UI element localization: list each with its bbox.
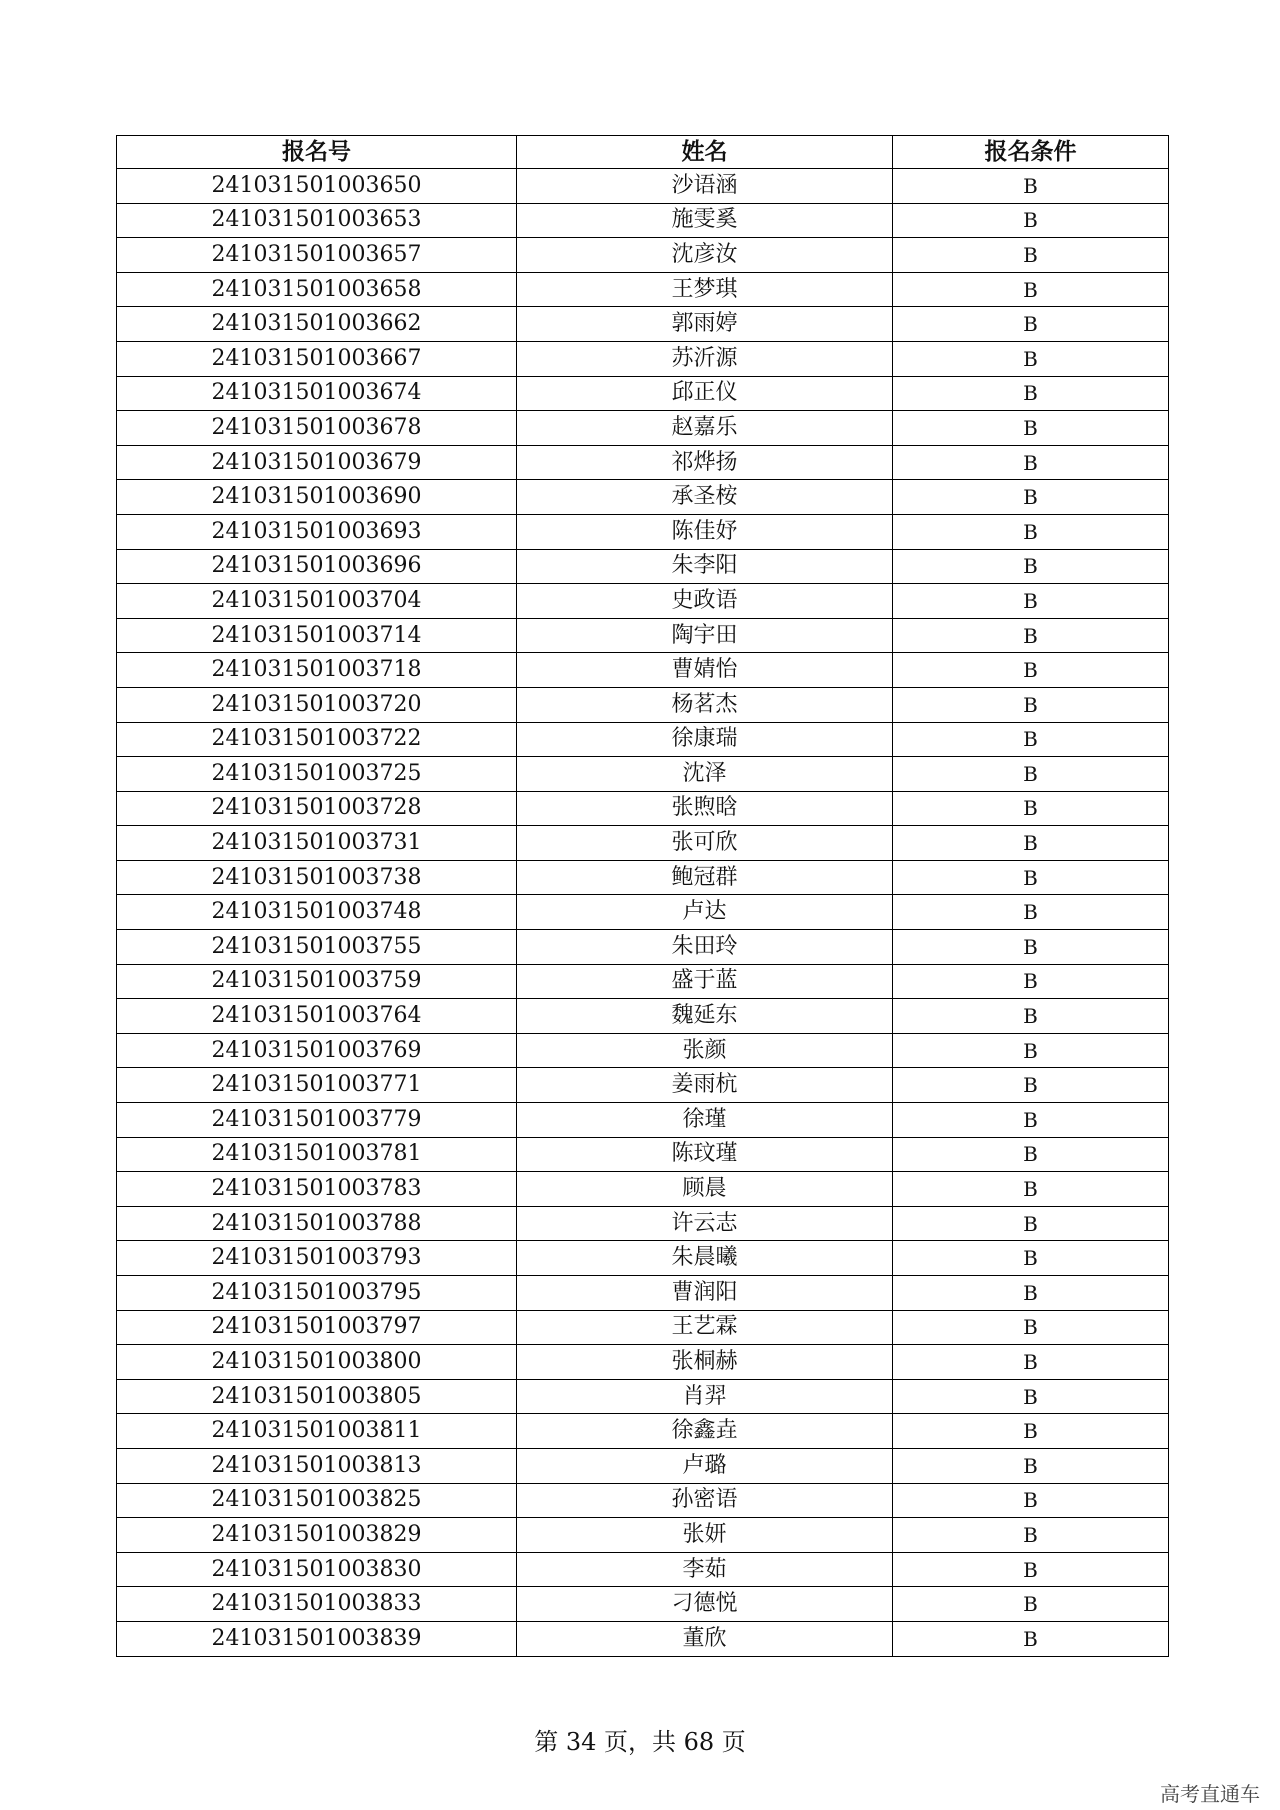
table-row <box>117 860 1169 895</box>
table-row <box>117 549 1169 584</box>
table-row <box>117 1241 1169 1276</box>
table-row <box>117 618 1169 653</box>
cell-registration-number: 241031501003679 <box>117 445 517 480</box>
cell-name: 刁德悦 <box>517 1587 893 1622</box>
table-row <box>117 687 1169 722</box>
cell-name: 张颜 <box>517 1033 893 1068</box>
cell-registration-number: 241031501003714 <box>117 618 517 653</box>
table-row <box>117 757 1169 792</box>
cell-condition: B <box>893 307 1169 342</box>
cell-condition: B <box>893 584 1169 619</box>
cell-name: 王艺霖 <box>517 1310 893 1345</box>
table-row <box>117 238 1169 273</box>
table-row <box>117 1587 1169 1622</box>
table-row <box>117 1068 1169 1103</box>
cell-condition: B <box>893 1241 1169 1276</box>
cell-condition: B <box>893 653 1169 688</box>
table-row <box>117 1345 1169 1380</box>
cell-registration-number: 241031501003811 <box>117 1414 517 1449</box>
cell-condition: B <box>893 1033 1169 1068</box>
cell-registration-number: 241031501003690 <box>117 480 517 515</box>
cell-registration-number: 241031501003731 <box>117 826 517 861</box>
table-row <box>117 1483 1169 1518</box>
cell-condition: B <box>893 722 1169 757</box>
cell-name: 朱晨曦 <box>517 1241 893 1276</box>
table-row <box>117 1206 1169 1241</box>
cell-name: 张妍 <box>517 1518 893 1553</box>
table-header <box>117 136 1169 169</box>
cell-name: 李茹 <box>517 1552 893 1587</box>
cell-name: 姜雨杭 <box>517 1068 893 1103</box>
cell-registration-number: 241031501003728 <box>117 791 517 826</box>
cell-name: 杨茗杰 <box>517 687 893 722</box>
cell-registration-number: 241031501003759 <box>117 964 517 999</box>
cell-condition: B <box>893 618 1169 653</box>
cell-registration-number: 241031501003696 <box>117 549 517 584</box>
cell-condition: B <box>893 1068 1169 1103</box>
cell-name: 徐康瑞 <box>517 722 893 757</box>
cell-condition: B <box>893 1587 1169 1622</box>
table-body <box>117 169 1169 1657</box>
cell-name: 孙密语 <box>517 1483 893 1518</box>
cell-condition: B <box>893 272 1169 307</box>
cell-name: 曹婧怡 <box>517 653 893 688</box>
cell-registration-number: 241031501003769 <box>117 1033 517 1068</box>
cell-condition: B <box>893 376 1169 411</box>
cell-registration-number: 241031501003764 <box>117 999 517 1034</box>
cell-condition: B <box>893 826 1169 861</box>
cell-name: 鲍冠群 <box>517 860 893 895</box>
cell-registration-number: 241031501003829 <box>117 1518 517 1553</box>
cell-name: 徐瑾 <box>517 1103 893 1138</box>
cell-name: 许云志 <box>517 1206 893 1241</box>
cell-registration-number: 241031501003704 <box>117 584 517 619</box>
cell-condition: B <box>893 1379 1169 1414</box>
cell-condition: B <box>893 1310 1169 1345</box>
cell-condition: B <box>893 341 1169 376</box>
cell-registration-number: 241031501003674 <box>117 376 517 411</box>
table-row <box>117 1276 1169 1311</box>
cell-condition: B <box>893 238 1169 273</box>
cell-name: 沈彦汝 <box>517 238 893 273</box>
cell-registration-number: 241031501003720 <box>117 687 517 722</box>
cell-condition: B <box>893 930 1169 965</box>
cell-condition: B <box>893 203 1169 238</box>
cell-registration-number: 241031501003678 <box>117 411 517 446</box>
cell-condition: B <box>893 1103 1169 1138</box>
page-number: 第 34 页，共 68 页 <box>534 1728 746 1756</box>
table-row <box>117 964 1169 999</box>
cell-condition: B <box>893 1414 1169 1449</box>
table-row <box>117 584 1169 619</box>
table-row <box>117 1552 1169 1587</box>
cell-condition: B <box>893 411 1169 446</box>
cell-name: 陶宇田 <box>517 618 893 653</box>
cell-name: 顾晨 <box>517 1172 893 1207</box>
cell-condition: B <box>893 445 1169 480</box>
cell-registration-number: 241031501003797 <box>117 1310 517 1345</box>
cell-condition: B <box>893 514 1169 549</box>
cell-name: 盛于蓝 <box>517 964 893 999</box>
cell-registration-number: 241031501003755 <box>117 930 517 965</box>
header-registration-number: 报名号 <box>117 136 517 169</box>
cell-name: 董欣 <box>517 1621 893 1656</box>
header-name: 姓名 <box>517 136 893 169</box>
cell-registration-number: 241031501003779 <box>117 1103 517 1138</box>
header-row <box>117 136 1169 169</box>
table-row <box>117 445 1169 480</box>
table-row <box>117 480 1169 515</box>
table-row <box>117 1518 1169 1553</box>
table-row <box>117 1103 1169 1138</box>
cell-condition: B <box>893 1206 1169 1241</box>
cell-registration-number: 241031501003793 <box>117 1241 517 1276</box>
cell-registration-number: 241031501003805 <box>117 1379 517 1414</box>
cell-condition: B <box>893 791 1169 826</box>
cell-name: 史政语 <box>517 584 893 619</box>
cell-name: 朱田玲 <box>517 930 893 965</box>
cell-name: 曹润阳 <box>517 1276 893 1311</box>
cell-registration-number: 241031501003781 <box>117 1137 517 1172</box>
cell-condition: B <box>893 1518 1169 1553</box>
cell-registration-number: 241031501003657 <box>117 238 517 273</box>
cell-name: 卢达 <box>517 895 893 930</box>
cell-condition: B <box>893 1137 1169 1172</box>
table-row <box>117 307 1169 342</box>
cell-condition: B <box>893 1172 1169 1207</box>
cell-name: 祁烨扬 <box>517 445 893 480</box>
cell-registration-number: 241031501003813 <box>117 1448 517 1483</box>
table-row <box>117 895 1169 930</box>
cell-name: 苏沂源 <box>517 341 893 376</box>
cell-condition: B <box>893 1483 1169 1518</box>
cell-name: 张桐赫 <box>517 1345 893 1380</box>
cell-name: 魏延东 <box>517 999 893 1034</box>
table-row <box>117 791 1169 826</box>
cell-registration-number: 241031501003725 <box>117 757 517 792</box>
cell-registration-number: 241031501003718 <box>117 653 517 688</box>
cell-registration-number: 241031501003795 <box>117 1276 517 1311</box>
cell-condition: B <box>893 999 1169 1034</box>
cell-condition: B <box>893 1552 1169 1587</box>
table-row <box>117 272 1169 307</box>
cell-registration-number: 241031501003662 <box>117 307 517 342</box>
cell-condition: B <box>893 549 1169 584</box>
cell-registration-number: 241031501003825 <box>117 1483 517 1518</box>
table-row <box>117 653 1169 688</box>
cell-name: 王梦琪 <box>517 272 893 307</box>
table-row <box>117 376 1169 411</box>
table-row <box>117 930 1169 965</box>
table-row <box>117 1379 1169 1414</box>
cell-condition: B <box>893 895 1169 930</box>
cell-name: 朱李阳 <box>517 549 893 584</box>
cell-condition: B <box>893 757 1169 792</box>
table-row <box>117 1448 1169 1483</box>
cell-name: 赵嘉乐 <box>517 411 893 446</box>
table-row <box>117 1621 1169 1656</box>
cell-name: 徐鑫垚 <box>517 1414 893 1449</box>
cell-registration-number: 241031501003653 <box>117 203 517 238</box>
table-row <box>117 999 1169 1034</box>
table-row <box>117 1137 1169 1172</box>
cell-registration-number: 241031501003738 <box>117 860 517 895</box>
cell-condition: B <box>893 1345 1169 1380</box>
cell-registration-number: 241031501003722 <box>117 722 517 757</box>
cell-name: 沙语涵 <box>517 169 893 204</box>
cell-registration-number: 241031501003833 <box>117 1587 517 1622</box>
header-condition: 报名条件 <box>893 136 1169 169</box>
table-row <box>117 203 1169 238</box>
cell-condition: B <box>893 687 1169 722</box>
cell-registration-number: 241031501003693 <box>117 514 517 549</box>
cell-registration-number: 241031501003800 <box>117 1345 517 1380</box>
cell-name: 承圣桉 <box>517 480 893 515</box>
cell-name: 卢璐 <box>517 1448 893 1483</box>
cell-condition: B <box>893 1448 1169 1483</box>
cell-registration-number: 241031501003667 <box>117 341 517 376</box>
table-row <box>117 1033 1169 1068</box>
cell-name: 沈泽 <box>517 757 893 792</box>
cell-condition: B <box>893 1621 1169 1656</box>
cell-condition: B <box>893 1276 1169 1311</box>
cell-name: 张可欣 <box>517 826 893 861</box>
cell-name: 邱正仪 <box>517 376 893 411</box>
table-row <box>117 826 1169 861</box>
table-row <box>117 722 1169 757</box>
registration-table <box>116 135 1169 1657</box>
table-row <box>117 411 1169 446</box>
cell-name: 陈玟瑾 <box>517 1137 893 1172</box>
cell-condition: B <box>893 480 1169 515</box>
table-row <box>117 1310 1169 1345</box>
cell-name: 施雯奚 <box>517 203 893 238</box>
cell-registration-number: 241031501003839 <box>117 1621 517 1656</box>
cell-name: 陈佳妤 <box>517 514 893 549</box>
cell-registration-number: 241031501003788 <box>117 1206 517 1241</box>
cell-registration-number: 241031501003658 <box>117 272 517 307</box>
watermark-text: 高考直通车 <box>1160 1782 1260 1806</box>
cell-condition: B <box>893 169 1169 204</box>
cell-condition: B <box>893 860 1169 895</box>
cell-registration-number: 241031501003748 <box>117 895 517 930</box>
cell-name: 郭雨婷 <box>517 307 893 342</box>
cell-name: 张煦晗 <box>517 791 893 826</box>
cell-registration-number: 241031501003650 <box>117 169 517 204</box>
table-row <box>117 1172 1169 1207</box>
table-row <box>117 1414 1169 1449</box>
cell-name: 肖羿 <box>517 1379 893 1414</box>
table-row <box>117 514 1169 549</box>
cell-registration-number: 241031501003771 <box>117 1068 517 1103</box>
table-row <box>117 169 1169 204</box>
table-row <box>117 341 1169 376</box>
cell-condition: B <box>893 964 1169 999</box>
cell-registration-number: 241031501003830 <box>117 1552 517 1587</box>
cell-registration-number: 241031501003783 <box>117 1172 517 1207</box>
